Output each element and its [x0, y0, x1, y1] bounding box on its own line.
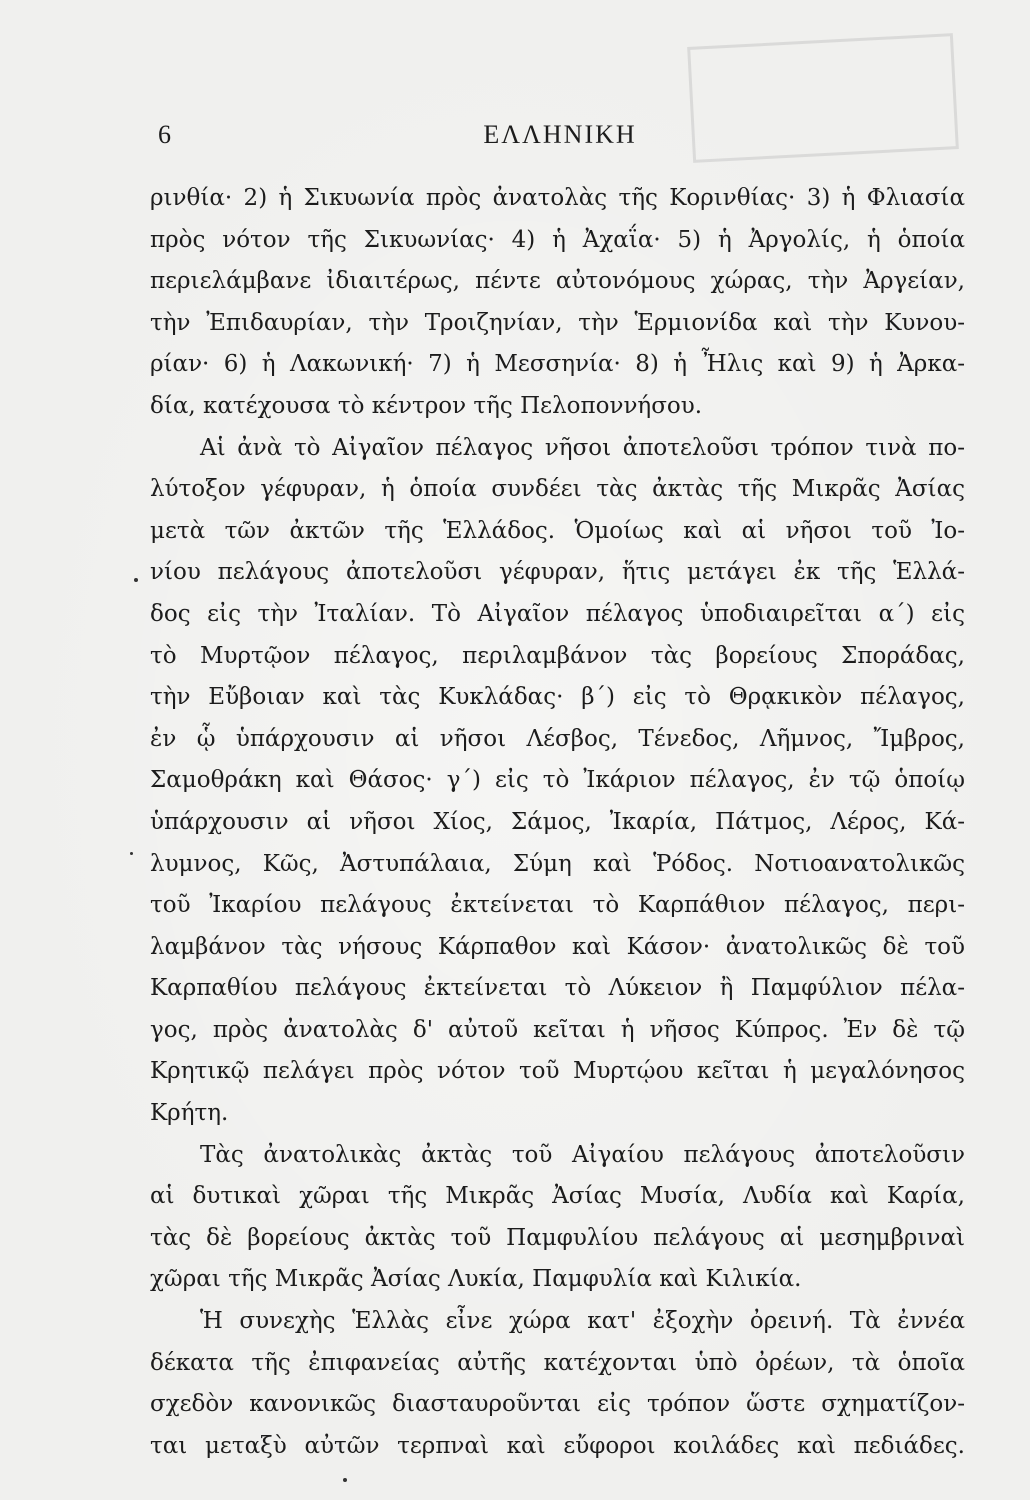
text-line: τοῦ Ἰκαρίου πελάγους ἐκτείνεται τὸ Καρπάθιον πέλαγος, περι- — [150, 892, 965, 919]
text-line: Καρπαθίου πελάγους ἐκτείνεται τὸ Λύκειον ἢ Παμφύλιον πέλα- — [150, 975, 965, 1002]
text-line: τὸ Μυρτῷον πέλαγος, περιλαμβάνον τὰς βορείους Σποράδας, — [150, 642, 965, 669]
text-line: γος, πρὸς ἀνατολὰς δ' αὐτοῦ κεῖται ἡ νῆσος Κύπρος. Ἐν δὲ τῷ — [150, 1016, 965, 1043]
text-line: λυμνος, Κῶς, Ἀστυπάλαια, Σύμη καὶ Ῥόδος. Νοτιοανατολικῶς — [150, 850, 965, 877]
text-line: περιελάμβανε ἰδιαιτέρως, πέντε αὐτονόμους χώρας, τὴν Ἀργείαν, — [150, 268, 965, 295]
text-line: ρίαν· 6) ἡ Λακωνική· 7) ἡ Μεσσηνία· 8) ἡ Ἦλις καὶ 9) ἡ Ἀρκα- — [150, 351, 965, 378]
text-line: Σαμοθράκη καὶ Θάσος· γ΄) εἰς τὸ Ἰκάριον πέλαγος, ἐν τῷ ὁποίῳ — [150, 767, 965, 794]
text-line: δος εἰς τὴν Ἰταλίαν. Τὸ Αἰγαῖον πέλαγος ὑποδιαιρεῖται α΄) εἰς — [150, 600, 965, 627]
paragraph-start-line: Τὰς ἀνατολικὰς ἀκτὰς τοῦ Αἰγαίου πελάγους ἀποτελοῦσιν — [200, 1141, 965, 1168]
ink-speck — [134, 578, 138, 582]
text-line: τὰς δὲ βορείους ἀκτὰς τοῦ Παμφυλίου πελάγους αἱ μεσημβριναὶ — [150, 1224, 965, 1251]
body-text — [150, 178, 965, 1467]
text-line: λαμβάνον τὰς νήσους Κάρπαθον καὶ Κάσον· ἀνατολικῶς δὲ τοῦ — [150, 933, 965, 960]
text-line: λύτοξον γέφυραν, ἡ ὁποία συνδέει τὰς ἀκτὰς τῆς Μικρᾶς Ἀσίας — [150, 476, 965, 503]
text-line: τὴν Ἐπιδαυρίαν, τὴν Τροιζηνίαν, τὴν Ἑρμιονίδα καὶ τὴν Κυνου- — [150, 309, 965, 336]
page-number: 6 — [158, 120, 171, 149]
paragraph-start-line: Ἡ συνεχὴς Ἑλλὰς εἶνε χώρα κατ' ἐξοχὴν ὀρεινή. Τὰ ἐννέα — [200, 1308, 965, 1335]
text-line: Κρήτη. — [150, 1100, 229, 1127]
text-line: πρὸς νότον τῆς Σικυωνίας· 4) ἡ Ἀχαΐα· 5) ἡ Ἀργολίς, ἡ ὁποία — [150, 226, 965, 253]
text-line: ἐν ᾧ ὑπάρχουσιν αἱ νῆσοι Λέσβος, Τένεδος, Λῆμνος, Ἴμβρος, — [150, 725, 965, 752]
text-line: χῶραι τῆς Μικρᾶς Ἀσίας Λυκία, Παμφυλία καὶ Κιλικία. — [150, 1266, 802, 1293]
text-line: Κρητικῷ πελάγει πρὸς νότον τοῦ Μυρτῴου κεῖται ἡ μεγαλόνησος — [150, 1058, 965, 1085]
ink-speck — [130, 852, 133, 855]
ink-speck — [343, 1478, 347, 1482]
text-line: σχεδὸν κανονικῶς διασταυροῦνται εἰς τρόπον ὥστε σχηματίζον- — [150, 1391, 965, 1418]
paragraph-start-line: Αἱ ἀνὰ τὸ Αἰγαῖον πέλαγος νῆσοι ἀποτελοῦσι τρόπον τινὰ πο- — [200, 434, 965, 461]
text-line: ται μεταξὺ αὐτῶν τερπναὶ καὶ εὔφοροι κοιλάδες καὶ πεδιάδες. — [150, 1432, 965, 1459]
text-line: ρινθία· 2) ἡ Σικυωνία πρὸς ἀνατολὰς τῆς Κορινθίας· 3) ἡ Φλιασία — [150, 185, 965, 211]
running-title: ΕΛΛΗΝΙΚΗ — [483, 120, 637, 149]
text-line: ὑπάρχουσιν αἱ νῆσοι Χίος, Σάμος, Ἰκαρία, Πάτμος, Λέρος, Κά- — [150, 808, 965, 835]
text-line: μετὰ τῶν ἀκτῶν τῆς Ἑλλάδος. Ὁμοίως καὶ αἱ νῆσοι τοῦ Ἰο- — [150, 517, 965, 544]
page-header — [150, 120, 970, 152]
text-line: δία, κατέχουσα τὸ κέντρον τῆς Πελοποννήσου. — [150, 392, 703, 419]
text-line: δέκατα τῆς ἐπιφανείας αὐτῆς κατέχονται ὑπὸ ὀρέων, τὰ ὁποῖα — [150, 1349, 965, 1376]
text-line: νίου πελάγους ἀποτελοῦσι γέφυραν, ἥτις μετάγει ἐκ τῆς Ἑλλά- — [150, 559, 965, 586]
text-line: αἱ δυτικαὶ χῶραι τῆς Μικρᾶς Ἀσίας Μυσία, Λυδία καὶ Καρία, — [150, 1183, 965, 1210]
text-line: τὴν Εὔβοιαν καὶ τὰς Κυκλάδας· β΄) εἰς τὸ Θρᾳκικὸν πέλαγος, — [150, 684, 965, 711]
